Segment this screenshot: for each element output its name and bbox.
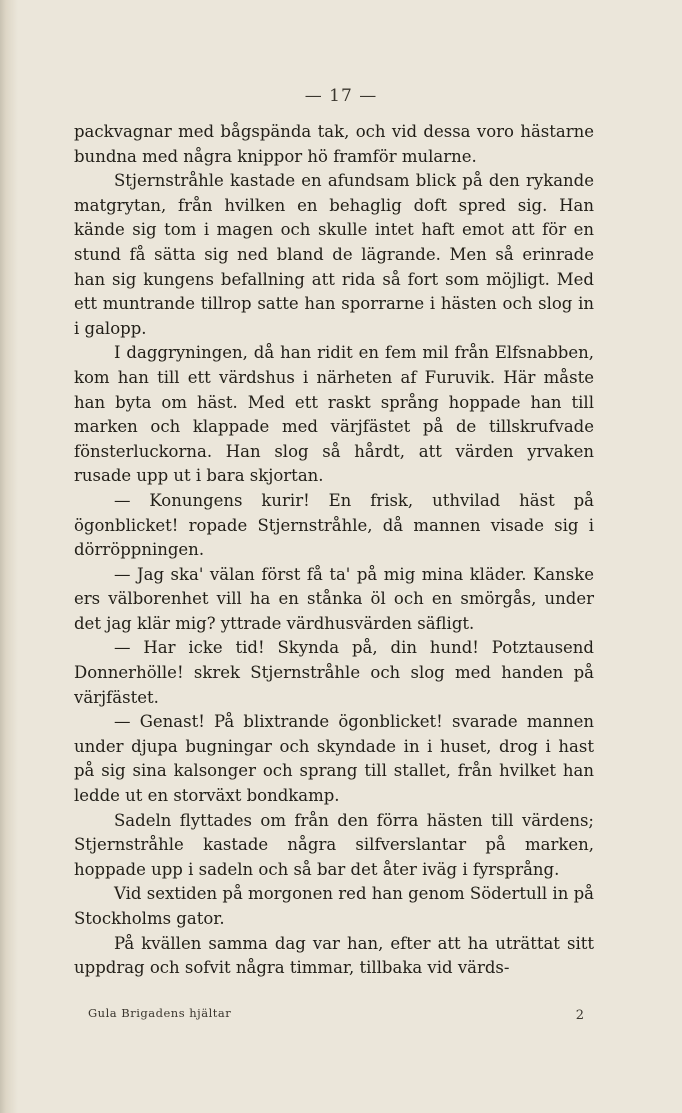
page-number-header: — 17 — (304, 86, 378, 106)
paragraph: På kvällen samma dag var han, efter att ha uträttat sitt uppdrag och sofvit några timmar, tillbaka vid värds- (74, 933, 594, 978)
paragraph: — Genast! På blixtrande ögonblicket! svarade mannen under djupa bugningar och skyndade in i huset, drog i hast på sig sina kalsonger och sprang till stallet, från hvilket han ledde ut en storväxt bondkamp. (74, 712, 594, 806)
sheet-number: 2 (575, 1008, 584, 1023)
paragraph: — Jag ska' välan först få ta' på mig mina kläder. Kanske ers välborenhet vill ha en stånka öl och en smörgås, under det jag klär mig? yttrade värdhusvärden säfligt. (74, 564, 594, 633)
paragraph: packvagnar med bågspända tak, och vid dessa voro hästarne bundna med några knippor hö framför mularne. (74, 122, 594, 166)
paragraph: Vid sextiden på morgonen red han genom Södertull in på Stockholms gator. (74, 884, 594, 928)
body-text (74, 120, 594, 981)
paragraph: — Har icke tid! Skynda på, din hund! Potztausend Donnerhölle! skrek Stjernstråhle och slog med handen på värjfästet. (74, 638, 594, 707)
paragraph: Stjernstråhle kastade en afundsam blick på den rykande matgrytan, från hvilken en behaglig doft spred sig. Han kände sig tom i magen och skulle intet haft emot att för en stund få sätta sig ned bland de lägrande. Men så erinrade han sig kungens befallning att rida så fort som möjligt. Med ett muntrande tillrop satte han sporrarne i hästen och slog in i galopp. (74, 171, 594, 338)
signature-mark: Gula Brigadens hjältar (88, 1006, 232, 1020)
paragraph: I daggryningen, då han ridit en fem mil från Elfsnabben, kom han till ett värdshus i närheten af Furuvik. Här måste han byta om häst. Med ett raskt språng hoppade han till marken och klappade med värjfästet på de tillskrufvade fönsterluckorna. Han slog så hårdt, att värden yrvaken rusade upp ut i bara skjortan. (74, 343, 594, 486)
paragraph: — Konungens kurir! En frisk, uthvilad häst på ögonblicket! ropade Stjernstråhle, då mannen visade sig i dörröppningen. (74, 490, 594, 560)
paragraph: Sadeln flyttades om från den förra hästen till värdens; Stjernstråhle kastade några silfverslantar på marken, hoppade upp i sadeln och så bar det åter iväg i fyrsprång. (74, 810, 594, 879)
